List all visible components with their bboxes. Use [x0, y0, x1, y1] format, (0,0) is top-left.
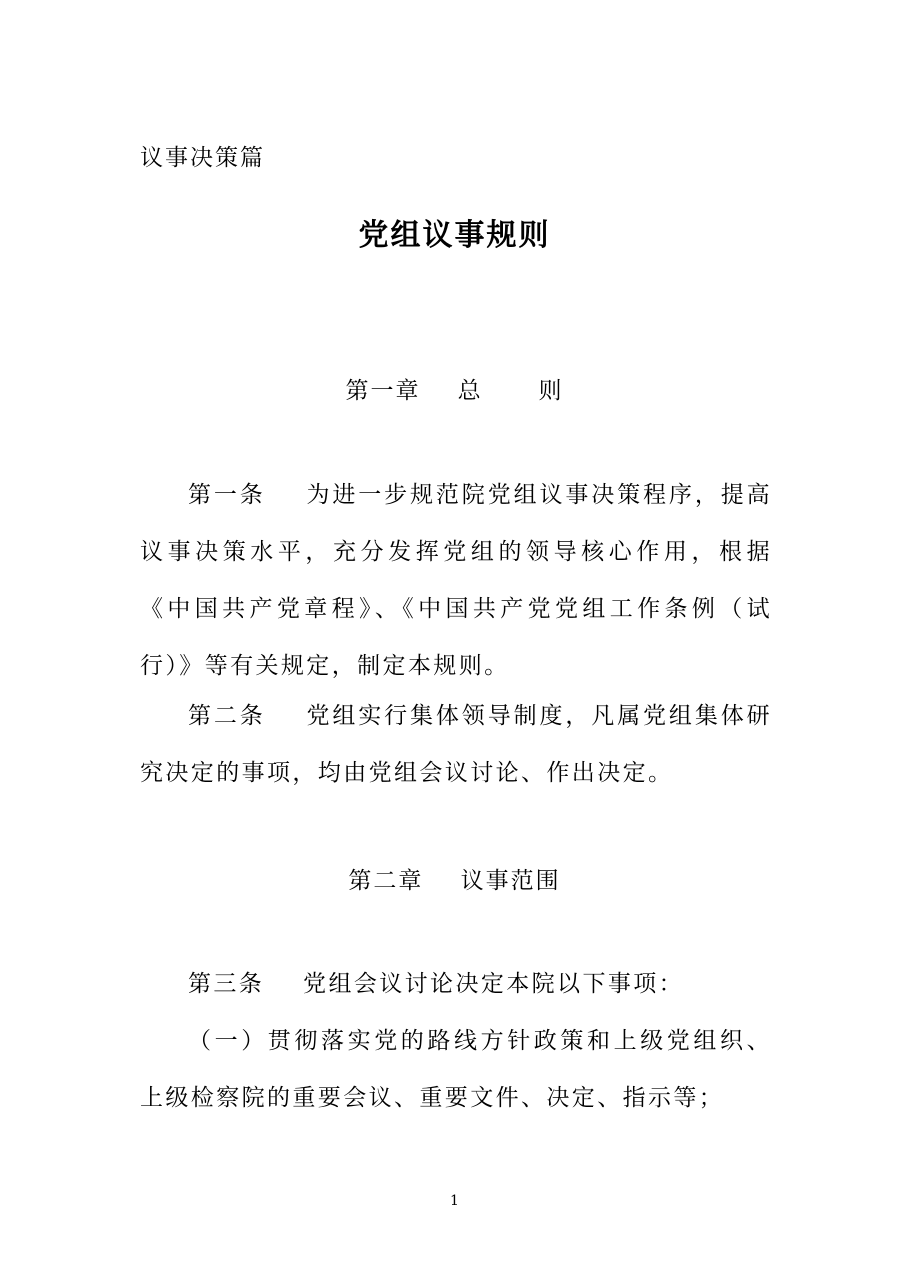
- article-1-paragraph: 第一条 为进一步规范院党组议事决策程序，提高议事决策水平，充分发挥党组的领导核心作用，根据《中国共产党章程》、《中国共产党党组工作条例（试行）》等有关规定，制定本规则。: [140, 482, 772, 679]
- article-3-paragraph: 第三条 党组会议讨论决定本院以下事项：: [188, 971, 685, 997]
- page-number: 1: [450, 1193, 459, 1209]
- chapter-heading-1: 第一章 总 则: [345, 378, 564, 404]
- section-label: 议事决策篇: [140, 145, 265, 171]
- document-title: 党组议事规则: [358, 218, 551, 253]
- chapter-heading-2: 第二章 议事范围: [348, 868, 561, 894]
- article-2-paragraph: 第二条 党组实行集体领导制度，凡属党组集体研究决定的事项，均由党组会议讨论、作出决定。: [140, 703, 772, 786]
- list-item-1: （一）贯彻落实党的路线方针政策和上级党组织、上级检察院的重要会议、重要文件、决定、指示等；: [140, 1028, 772, 1111]
